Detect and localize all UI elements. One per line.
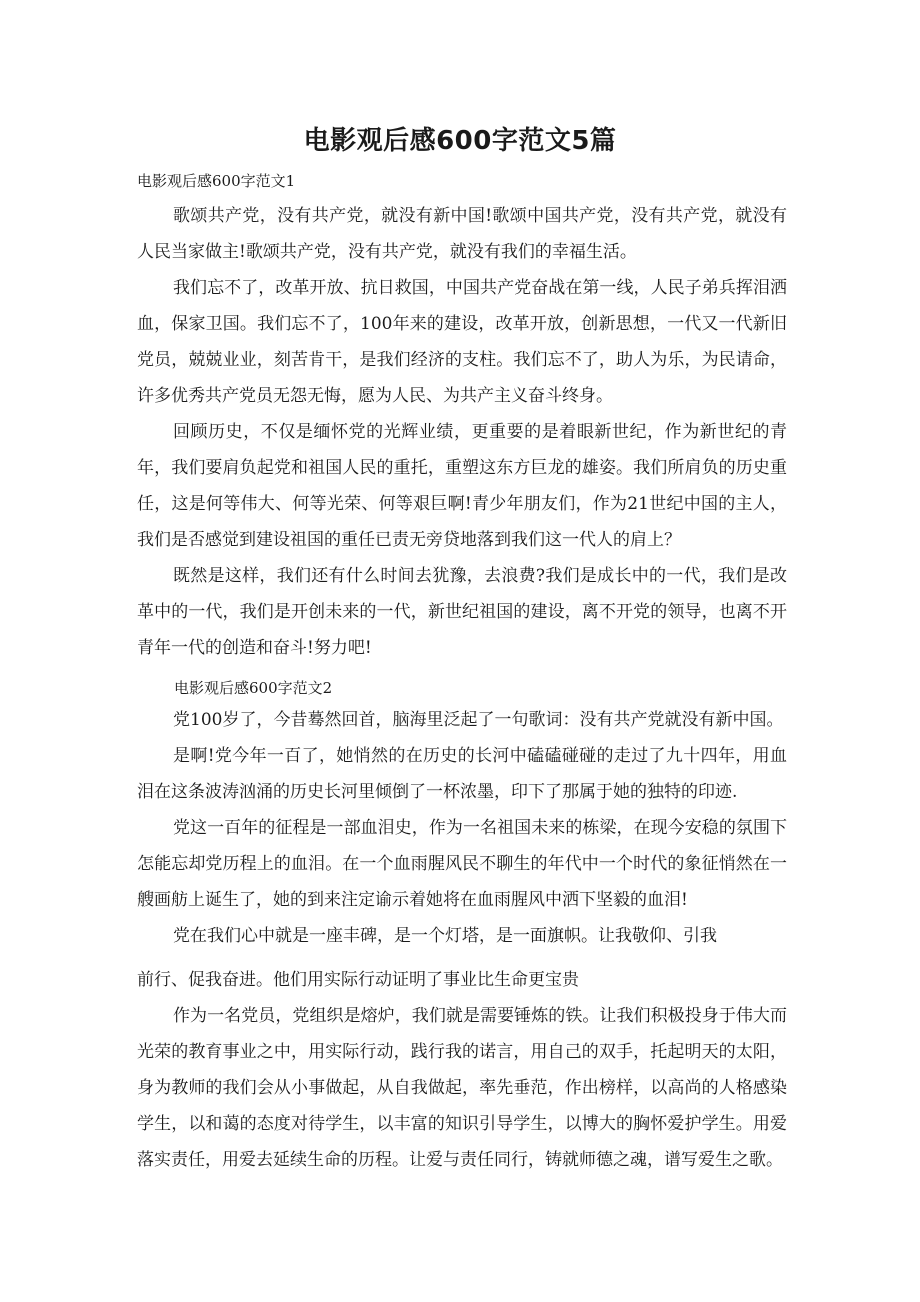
document-title: 电影观后感600字范文5篇 (303, 126, 617, 156)
section-1-paragraph-2: 我们忘不了，改革开放、抗日救国，中国共产党奋战在第一线，人民子弟兵挥泪洒血，保家卫国。我们忘不了，100年来的建设，改革开放，创新思想，一代又一代新旧党员，兢兢业业，刻苦肯干，是我们经济的支柱。我们忘不了，助人为乐，为民请命，许多优秀共产党员无怨无悔，愿为人民、为共产主义奋斗终身。 (137, 278, 787, 406)
section-2-paragraph-4: 党在我们心中就是一座丰碑，是一个灯塔，是一面旗帜。让我敬仰、引我 (173, 926, 717, 946)
section-1-paragraph-4: 既然是这样，我们还有什么时间去犹豫，去浪费?我们是成长中的一代，我们是改革中的一代，我们是开创未来的一代，新世纪祖国的建设，离不开党的领导，也离不开青年一代的创造和奋斗!努力吧! (137, 566, 787, 658)
section-2-paragraph-1: 党100岁了，今昔蓦然回首，脑海里泛起了一句歌词：没有共产党就没有新中国。 (173, 710, 784, 730)
section-2-heading: 电影观后感600字范文2 (174, 679, 333, 697)
section-2-paragraph-2: 是啊!党今年一百了，她悄然的在历史的长河中磕磕碰碰的走过了九十四年，用血泪在这条波涛汹涌的历史长河里倾倒了一杯浓墨，印下了那属于她的独特的印迹. (137, 746, 787, 802)
section-2-paragraph-3: 党这一百年的征程是一部血泪史，作为一名祖国未来的栋梁，在现今安稳的氛围下怎能忘却党历程上的血泪。在一个血雨腥风民不聊生的年代中一个时代的象征悄然在一艘画舫上诞生了，她的到来注定谕示着她将在血雨腥风中洒下坚毅的血泪! (137, 818, 787, 910)
section-2-paragraph-5: 前行、促我奋进。他们用实际行动证明了事业比生命更宝贵 (137, 970, 579, 990)
section-2-paragraph-6: 作为一名党员，党组织是熔炉，我们就是需要锤炼的铁。让我们积极投身于伟大而光荣的教育事业之中，用实际行动，践行我的诺言，用自己的双手，托起明天的太阳，身为教师的我们会从小事做起，从自我做起，率先垂范，作出榜样，以高尚的人格感染学生，以和蔼的态度对待学生，以丰富的知识引导学生，以博大的胸怀爱护学生。用爱落实责任，用爱去延续生命的历程。让爱与责任同行，铸就师德之魂，谱写爱生之歌。 (137, 1006, 787, 1170)
section-1-paragraph-3: 回顾历史，不仅是缅怀党的光辉业绩，更重要的是着眼新世纪，作为新世纪的青年，我们要肩负起党和祖国人民的重托，重塑这东方巨龙的雄姿。我们所肩负的历史重任，这是何等伟大、何等光荣、何等艰巨啊!青少年朋友们，作为21世纪中国的主人，我们是否感觉到建设祖国的重任已责无旁贷地落到我们这一代人的肩上？ (137, 422, 787, 550)
section-1-paragraph-1: 歌颂共产党，没有共产党，就没有新中国!歌颂中国共产党，没有共产党，就没有人民当家做主!歌颂共产党，没有共产党，就没有我们的幸福生活。 (137, 206, 787, 262)
section-1-heading: 电影观后感600字范文1 (137, 172, 296, 190)
